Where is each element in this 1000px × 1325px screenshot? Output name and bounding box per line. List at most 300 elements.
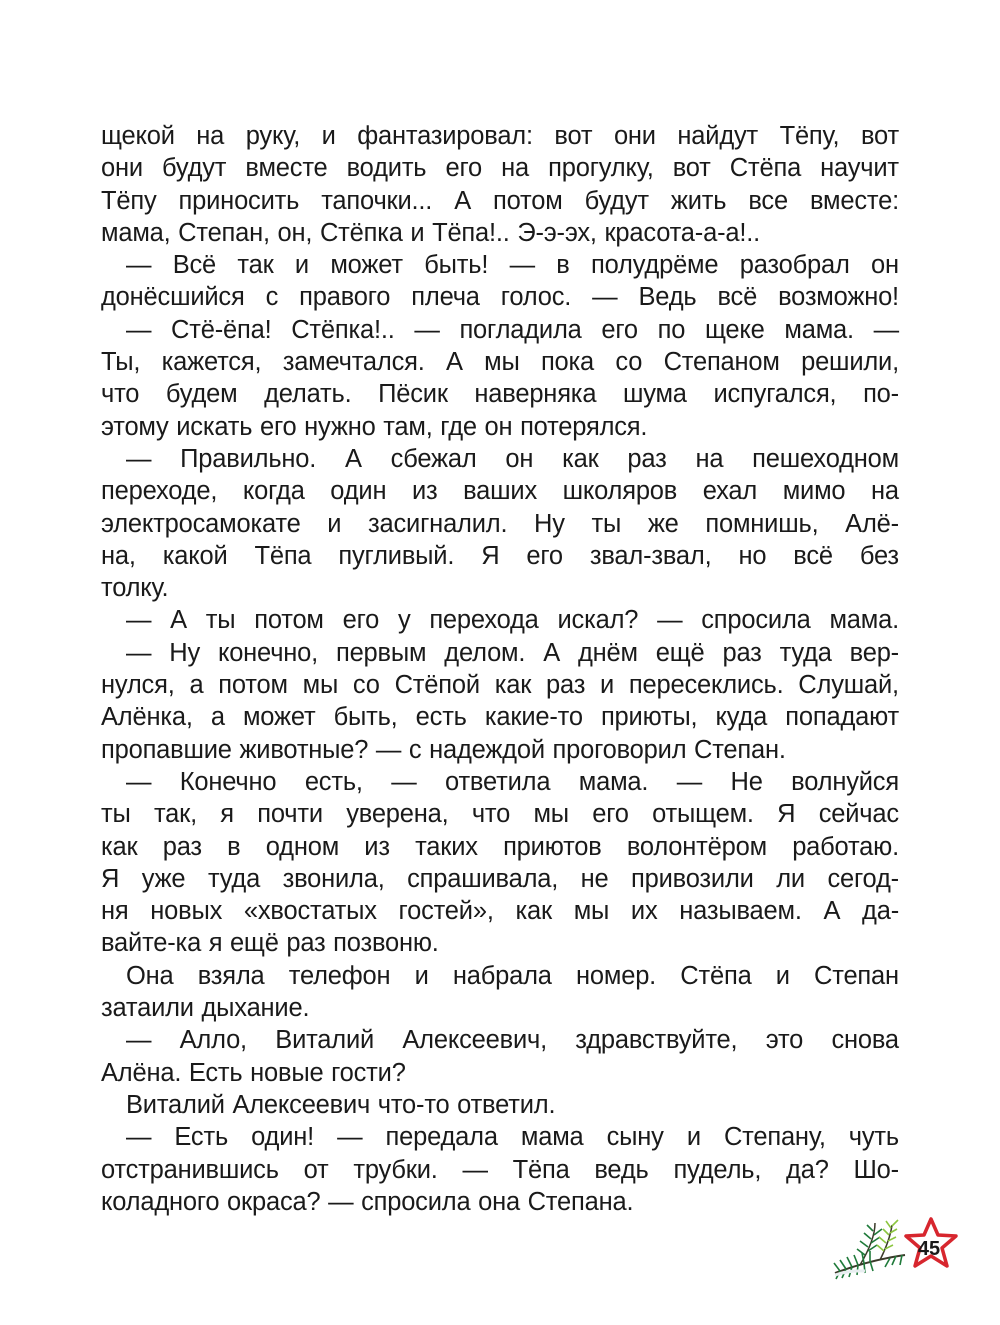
text-line [101,637,899,669]
word: передала [385,1123,498,1152]
word: пугливый. [338,541,455,570]
word: мама. [578,767,649,796]
word: — [375,735,402,764]
word: же [647,509,679,538]
word: таких [415,832,478,861]
word: привозили [631,864,754,893]
word: ли [776,864,805,893]
word: телефон [288,961,391,990]
word: пропавшие [101,735,232,764]
word: жить [670,186,727,215]
text-line [101,249,899,281]
word: и [414,961,429,990]
text-line [101,927,899,959]
word: научит [820,154,899,183]
word: Я [101,864,120,893]
word: правого [299,283,391,312]
word: «хвостатых [243,897,377,926]
word: А [823,897,841,926]
word: со [615,348,643,377]
word: пешеходном [752,444,899,473]
word: потом [493,186,563,215]
text-line [101,895,899,927]
text-line [101,572,899,604]
text-line [101,863,899,895]
word: Шо- [853,1155,899,1184]
word: Стёпка!.. [291,315,395,344]
word: А [454,186,472,215]
word: — [126,315,152,344]
word: не [580,864,609,893]
word: есть [415,703,467,732]
word: по [657,315,686,344]
word: ты [591,509,622,538]
word: Тёпа!.. [432,218,510,247]
word: его [259,412,297,441]
word: что [101,380,140,409]
word: вайте-ка [101,929,202,958]
word: Тёпа [254,541,312,570]
text-line-words [126,249,899,281]
word: Она [126,961,174,990]
text-line-words [101,1057,899,1089]
word: из [364,832,390,861]
word: одном [265,832,340,861]
text-line [101,734,899,766]
word: Ты, [101,348,141,377]
word: вот [860,122,899,150]
word: и [294,251,309,280]
word: вот [554,122,593,150]
text-line-words [101,120,899,152]
text-line-words [101,540,899,572]
text-line-words [126,604,899,636]
word: это [765,1026,804,1055]
word: раз [286,929,326,958]
text-line [101,1121,899,1153]
word: возможно! [778,283,899,312]
word: быть! [424,251,489,280]
word: на [196,122,225,150]
word: Степану, [723,1123,826,1152]
word: засигналил. [368,509,508,538]
word: Виталий [126,1090,225,1119]
word: есть, [304,767,363,796]
word: в [556,251,570,280]
word: они [613,122,656,150]
word: как [562,444,599,473]
word: Всё [172,251,217,280]
word: Степан [814,961,899,990]
word: коладного [101,1187,220,1216]
word: фантазировал: [357,122,533,150]
word: мы [533,800,569,829]
text-line-words [101,281,899,313]
word: Есть [174,1123,229,1152]
word: Ведь [638,283,697,312]
word: приюты, [600,703,698,732]
word: один [330,477,387,506]
text-line-words [101,798,899,830]
word: звал-звал, [589,541,712,570]
word: сегод- [827,864,899,893]
word: гости? [331,1058,406,1087]
text-line-words [126,1121,899,1153]
word: — [126,444,152,473]
word: Алё- [845,509,899,538]
word: мама. [784,315,854,344]
word: один! [251,1123,315,1152]
word: волнуйся [791,767,899,796]
word: быть, [333,703,398,732]
word: работаю. [792,832,899,861]
text-line-words [126,314,899,346]
word: затаили [101,994,194,1023]
word: уже [141,864,186,893]
word: Алло, [179,1026,247,1055]
word: шума [622,380,687,409]
word: делом. [444,638,526,667]
word: А [170,606,187,635]
word: раз [627,444,667,473]
text-line-words [101,217,899,249]
word: ня [101,897,129,926]
text-line-words [101,927,899,959]
text-line-words [101,475,899,507]
word: он, [277,218,313,247]
text-line-words [101,572,899,604]
word: там, [383,412,433,441]
word: да- [862,897,899,926]
text-line [101,185,899,217]
word: — [126,1026,152,1055]
word: спрашивала, [407,864,559,893]
word: он [505,444,534,473]
word: он [871,251,899,280]
word: Тёпу [101,186,157,215]
word: его [592,800,629,829]
word: конечно, [217,638,319,667]
word: и [327,509,342,538]
text-line-words [101,734,899,766]
text-line-words [101,669,899,701]
word: ответил. [457,1090,556,1119]
text-line-words [101,992,899,1024]
word: животные? [239,735,369,764]
text-line-words [101,152,899,184]
word: школяров [562,477,678,506]
word: ответила [445,767,551,796]
word: от [303,1155,329,1184]
word: я [220,800,234,829]
word: решили, [801,348,899,377]
text-line [101,798,899,830]
text-line-words [126,443,899,475]
text-line [101,411,899,443]
text-line-words [126,1089,899,1121]
word: сыну [606,1123,664,1152]
word: может [330,251,403,280]
word: Ну [169,638,201,667]
text-line [101,475,899,507]
word: руку, [245,122,301,150]
word: донёсшийся [101,283,245,312]
word: они [101,154,143,183]
text-line-words [101,508,899,540]
word: погладила [459,315,582,344]
word: искал? [557,606,639,635]
word: — [328,1187,354,1216]
word: Э-э-эх, [517,218,597,247]
word: плеча [411,283,480,312]
word: приютов [503,832,602,861]
word: приносить [178,186,300,215]
word: Алексеевич, [402,1026,547,1055]
word: сбежал [390,444,477,473]
word: ты [205,606,236,635]
word: ещё [229,929,279,958]
word: как [494,671,532,700]
word: ваших [463,477,537,506]
word: потом [254,606,324,635]
word: А [345,444,362,473]
word: у [397,606,411,635]
text-line-words [101,346,899,378]
word: и [410,218,425,247]
word: прогулку, [548,154,654,183]
word: туда [207,864,261,893]
word: Стёпка [319,218,403,247]
word: — [126,606,152,635]
word: водить [346,154,427,183]
word: будут [584,186,649,215]
text-line [101,960,899,992]
page-body-text [101,120,899,1218]
word: Пёсик [378,380,448,409]
word: Ну [534,509,565,538]
word: номер. [576,961,657,990]
word: да? [786,1155,829,1184]
word: здравствуйте, [575,1026,738,1055]
word: взяла [197,961,265,990]
word: — [126,638,152,667]
text-line [101,443,899,475]
word: — [391,767,417,796]
word: щеке [704,315,765,344]
word: — [509,251,535,280]
word: кажется, [161,348,262,377]
word: перехода [429,606,539,635]
text-line-words [101,411,899,443]
text-line [101,217,899,249]
word: набрала [452,961,552,990]
word: нулся, [101,671,175,700]
word: спросила [361,1187,471,1216]
word: вер- [849,638,899,667]
text-line [101,1057,899,1089]
word: А [445,348,463,377]
text-line-words [101,863,899,895]
word: найдут [677,122,759,150]
word: вот [672,154,711,183]
word: разобрал [739,251,850,280]
word: Алёна. [101,1058,182,1087]
word: так, [153,800,197,829]
word: на, [101,541,136,570]
word: как [515,897,552,926]
word: этому [101,412,169,441]
word: полудрёме [591,251,719,280]
word: — [657,606,683,635]
word: по- [863,380,899,409]
word: дыхание. [201,994,310,1023]
word: спросила [701,606,811,635]
word: все [748,186,788,215]
word: — [592,283,618,312]
text-line [101,1024,899,1056]
word: Степана. [527,1187,634,1216]
word: и [775,961,790,990]
text-line [101,281,899,313]
word: его [526,541,563,570]
word: попадают [785,703,899,732]
word: я [208,929,223,958]
word: замечтался. [282,348,425,377]
word: тапочки... [321,186,433,215]
text-line [101,1154,899,1186]
word: вместе [245,154,328,183]
word: раз [722,638,762,667]
text-line [101,120,899,152]
word: где [440,412,477,441]
word: без [859,541,899,570]
page-number: 45 [917,1238,941,1260]
word: — [414,315,440,344]
word: голос. [500,283,572,312]
word: красота-а-а!.. [604,218,760,247]
word: Стёпой [394,671,480,700]
text-line [101,766,899,798]
text-line [101,1089,899,1121]
word: Тёпа [512,1155,570,1184]
text-line-words [101,701,899,733]
word: уверена, [346,800,449,829]
word: так [237,251,274,280]
word: его [601,315,638,344]
word: ведь [594,1155,649,1184]
word: мама [520,1123,584,1152]
word: Виталий [275,1026,375,1055]
word: испугался, [713,380,837,409]
word: какой [162,541,228,570]
word: наверняка [474,380,597,409]
text-line [101,831,899,863]
word: Степан, [178,218,270,247]
word: куда [715,703,768,732]
word: сейчас [818,800,899,829]
word: Стёпа [680,961,752,990]
word: с [408,735,422,764]
word: будут [162,154,227,183]
word: мама, [101,218,171,247]
word: пока [540,348,595,377]
word: всё [717,283,758,312]
word: пересеклись. [628,671,784,700]
word: искать [176,412,253,441]
word: на [501,154,530,183]
word: что-то [377,1090,450,1119]
word: и [321,122,336,150]
word: Я [481,541,500,570]
word: что [471,800,511,829]
word: ещё [655,638,705,667]
text-line-words [126,1024,899,1056]
word: Алёнка, [101,703,193,732]
word: а [210,703,225,732]
word: отстранившись [101,1155,279,1184]
pine-branch-icon [834,1220,905,1279]
word: Алексеевич [232,1090,371,1119]
word: с [265,283,279,312]
word: А [543,638,561,667]
word: Конечно [179,767,277,796]
word: — [126,1123,152,1152]
text-line [101,378,899,410]
word: волонтёром [626,832,767,861]
word: — [337,1123,363,1152]
word: — [126,251,152,280]
text-line [101,314,899,346]
word: мы [302,671,339,700]
word: проговорил [552,735,687,764]
word: раз [546,671,586,700]
word: помнишь, [705,509,819,538]
word: мимо [782,477,846,506]
word: мы [573,897,610,926]
word: трубки. [353,1155,438,1184]
word: толку. [101,574,169,603]
word: Степан. [694,735,786,764]
word: на [871,477,899,506]
word: делать. [264,380,352,409]
text-line-words [101,895,899,927]
text-line-words [101,1186,899,1218]
word: Тёпу, [779,122,840,150]
word: — [462,1155,488,1184]
word: гостей», [398,897,494,926]
word: Правильно. [180,444,317,473]
word: как [101,832,138,861]
word: называем. [679,897,802,926]
text-line [101,508,899,540]
word: она [478,1187,520,1216]
text-line [101,669,899,701]
text-line-words [101,1154,899,1186]
word: и [600,671,615,700]
word: звонила, [282,864,385,893]
word: ехал [702,477,758,506]
word: потерялся. [520,412,648,441]
word: будем [165,380,238,409]
word: в [227,832,241,861]
word: отыщем. [652,800,754,829]
word: может [242,703,316,732]
word: но [738,541,767,570]
word: и [686,1123,701,1152]
word: Не [730,767,763,796]
text-line [101,604,899,636]
word: потом [218,671,288,700]
